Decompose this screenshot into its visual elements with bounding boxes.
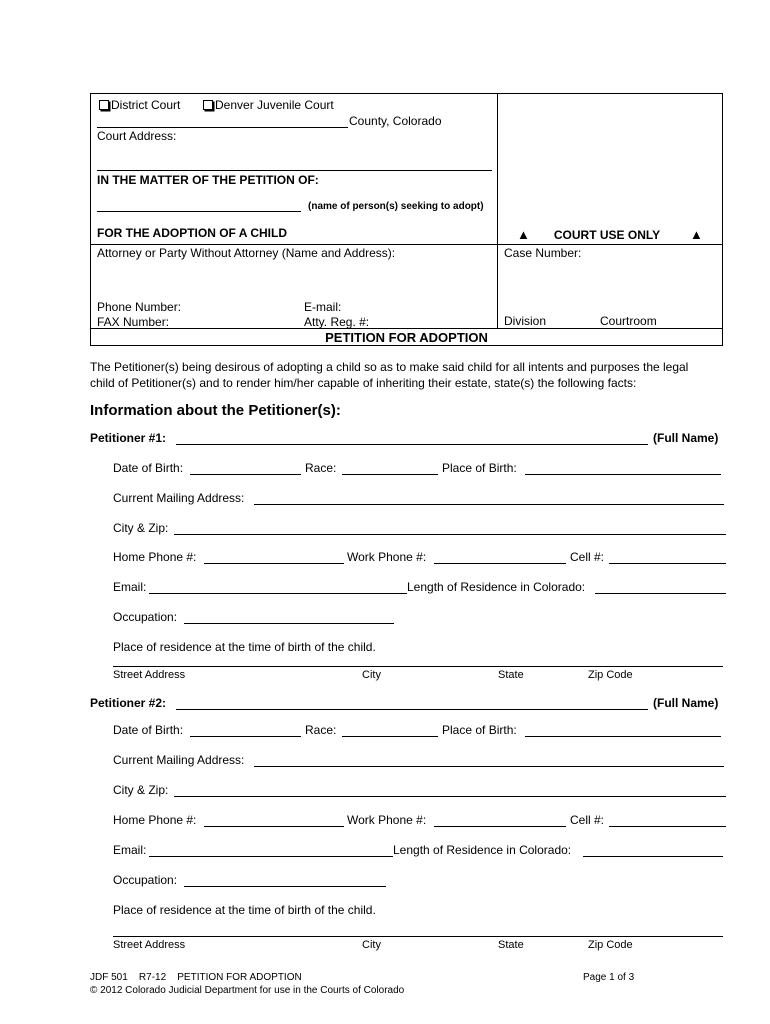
petitioner-1-email-label: Email: — [113, 580, 147, 594]
petitioner-2-street-label: Street Address — [113, 939, 186, 951]
petitioner-2-dob-field[interactable] — [190, 736, 301, 737]
petitioner-2-race-label: Race: — [305, 723, 337, 737]
fax-label: FAX Number: — [97, 315, 170, 329]
section-heading: Information about the Petitioner(s): — [90, 402, 341, 419]
court-address-label: Court Address: — [97, 129, 177, 143]
petitioner-1-race-label: Race: — [305, 461, 337, 475]
denver-juvenile-checkbox[interactable] — [203, 100, 213, 110]
petitioner-1-pob-field[interactable] — [525, 474, 721, 475]
petitioner-2-birth-residence-field[interactable] — [113, 936, 723, 937]
petitioner-2-work-phone-label: Work Phone #: — [347, 813, 427, 827]
county-field[interactable] — [97, 127, 348, 128]
petitioner-2-city-label: City — [362, 939, 381, 951]
petitioner-1-zip-label: Zip Code — [588, 669, 633, 681]
petitioner-1-dob-field[interactable] — [190, 474, 301, 475]
footer-form-id: JDF 501 R7-12 PETITION FOR ADOPTION — [90, 972, 302, 983]
petitioner-2-cell-label: Cell #: — [570, 813, 605, 827]
petitioner-2-work-phone-field[interactable] — [434, 826, 566, 827]
petitioner-1-city-label: City — [362, 669, 381, 681]
petitioner-2-label: Petitioner #2: — [90, 696, 167, 710]
petitioner-2-home-phone-field[interactable] — [204, 826, 344, 827]
district-court-label: District Court — [111, 98, 181, 112]
petitioner-1-dob-label: Date of Birth: — [113, 461, 184, 475]
courtroom-label: Courtroom — [600, 314, 657, 328]
petitioner-1-race-field[interactable] — [342, 474, 438, 475]
petitioner-2-residence-length-label: Length of Residence in Colorado: — [393, 843, 572, 857]
footer-page-number: Page 1 of 3 — [583, 972, 635, 983]
name-hint: (name of person(s) seeking to adopt) — [308, 201, 484, 212]
district-court-checkbox[interactable] — [99, 100, 109, 110]
adoption-heading: FOR THE ADOPTION OF A CHILD — [97, 226, 287, 240]
petitioner-1-state-label: State — [498, 669, 524, 681]
petitioner-1-mailing-field[interactable] — [254, 504, 724, 505]
form-title: PETITION FOR ADOPTION — [325, 330, 488, 345]
caption-row-line — [90, 244, 723, 245]
petitioner-2-dob-label: Date of Birth: — [113, 723, 184, 737]
petitioner-2-full-name-hint: (Full Name) — [653, 696, 719, 710]
division-label: Division — [504, 314, 547, 328]
petitioner-1-mailing-label: Current Mailing Address: — [113, 491, 245, 505]
petitioner-2-cell-field[interactable] — [609, 826, 726, 827]
petitioner-2-mailing-field[interactable] — [254, 766, 724, 767]
petitioner-2-zip-label: Zip Code — [588, 939, 633, 951]
case-number-label: Case Number: — [504, 246, 582, 260]
petitioner-1-work-phone-field[interactable] — [434, 563, 566, 564]
intro-line-1: The Petitioner(s) being desirous of adopting a child so as to make said child for all intents and purposes the legal — [90, 360, 689, 374]
petitioner-1-occupation-label: Occupation: — [113, 610, 178, 624]
denver-juvenile-label: Denver Juvenile Court — [215, 98, 334, 112]
caption-title-line — [90, 328, 723, 329]
caption-box — [90, 93, 723, 346]
petitioner-2-pob-label: Place of Birth: — [442, 723, 517, 737]
petitioner-1-city-zip-field[interactable] — [174, 534, 726, 535]
matter-heading: IN THE MATTER OF THE PETITION OF: — [97, 173, 319, 187]
petitioner-1-birth-residence-field[interactable] — [113, 666, 723, 667]
petitioner-1-birth-residence-label: Place of residence at the time of birth of the child. — [113, 640, 376, 654]
petitioner-1-name-field[interactable] — [176, 444, 648, 445]
petitioner-2-occupation-field[interactable] — [184, 886, 386, 887]
petitioner-2-residence-length-field[interactable] — [583, 856, 723, 857]
petitioner-1-home-phone-field[interactable] — [204, 563, 344, 564]
petitioner-2-city-zip-field[interactable] — [174, 796, 726, 797]
petitioner-1-home-phone-label: Home Phone #: — [113, 550, 197, 564]
petitioner-2-race-field[interactable] — [342, 736, 438, 737]
court-use-only — [517, 227, 707, 242]
petitioner-name-field[interactable] — [97, 211, 301, 212]
court-option-denver[interactable] — [203, 98, 334, 112]
up-triangle-icon: ▲ — [517, 227, 530, 242]
petitioner-1-residence-length-field[interactable] — [595, 593, 726, 594]
petitioner-2-state-label: State — [498, 939, 524, 951]
court-address-field[interactable] — [97, 170, 492, 171]
petitioner-1-full-name-hint: (Full Name) — [653, 431, 719, 445]
caption-divider — [497, 93, 498, 328]
county-label: County, Colorado — [349, 114, 442, 128]
petitioner-2-name-field[interactable] — [176, 709, 648, 710]
petitioner-1-cell-label: Cell #: — [570, 550, 605, 564]
petitioner-2-pob-field[interactable] — [525, 736, 721, 737]
petitioner-2-city-zip-label: City & Zip: — [113, 783, 169, 797]
atty-reg-label: Atty. Reg. #: — [304, 315, 370, 329]
petitioner-1-street-label: Street Address — [113, 669, 186, 681]
petitioner-2-occupation-label: Occupation: — [113, 873, 178, 887]
intro-line-2: child of Petitioner(s) and to render him/her capable of inheriting their estate, state(s) the following facts: — [90, 376, 637, 390]
footer-copyright: © 2012 Colorado Judicial Department for use in the Courts of Colorado — [90, 985, 405, 996]
petitioner-1-residence-length-label: Length of Residence in Colorado: — [407, 580, 586, 594]
petitioner-1-cell-field[interactable] — [609, 563, 726, 564]
court-use-only-label: COURT USE ONLY — [553, 228, 661, 242]
court-option-district[interactable] — [99, 98, 180, 112]
petitioner-2-email-field[interactable] — [149, 856, 393, 857]
petitioner-2-mailing-label: Current Mailing Address: — [113, 753, 245, 767]
petitioner-1-email-field[interactable] — [149, 593, 407, 594]
petitioner-1-label: Petitioner #1: — [90, 431, 167, 445]
petitioner-1-pob-label: Place of Birth: — [442, 461, 517, 475]
petitioner-1-city-zip-label: City & Zip: — [113, 521, 169, 535]
email-caption-label: E-mail: — [304, 300, 342, 314]
petitioner-2-home-phone-label: Home Phone #: — [113, 813, 197, 827]
petitioner-2-birth-residence-label: Place of residence at the time of birth of the child. — [113, 903, 376, 917]
petitioner-1-occupation-field[interactable] — [184, 623, 394, 624]
up-triangle-icon: ▲ — [690, 227, 703, 242]
petitioner-2-email-label: Email: — [113, 843, 147, 857]
petitioner-1-work-phone-label: Work Phone #: — [347, 550, 427, 564]
attorney-label: Attorney or Party Without Attorney (Name and Address): — [97, 246, 396, 260]
phone-label: Phone Number: — [97, 300, 182, 314]
